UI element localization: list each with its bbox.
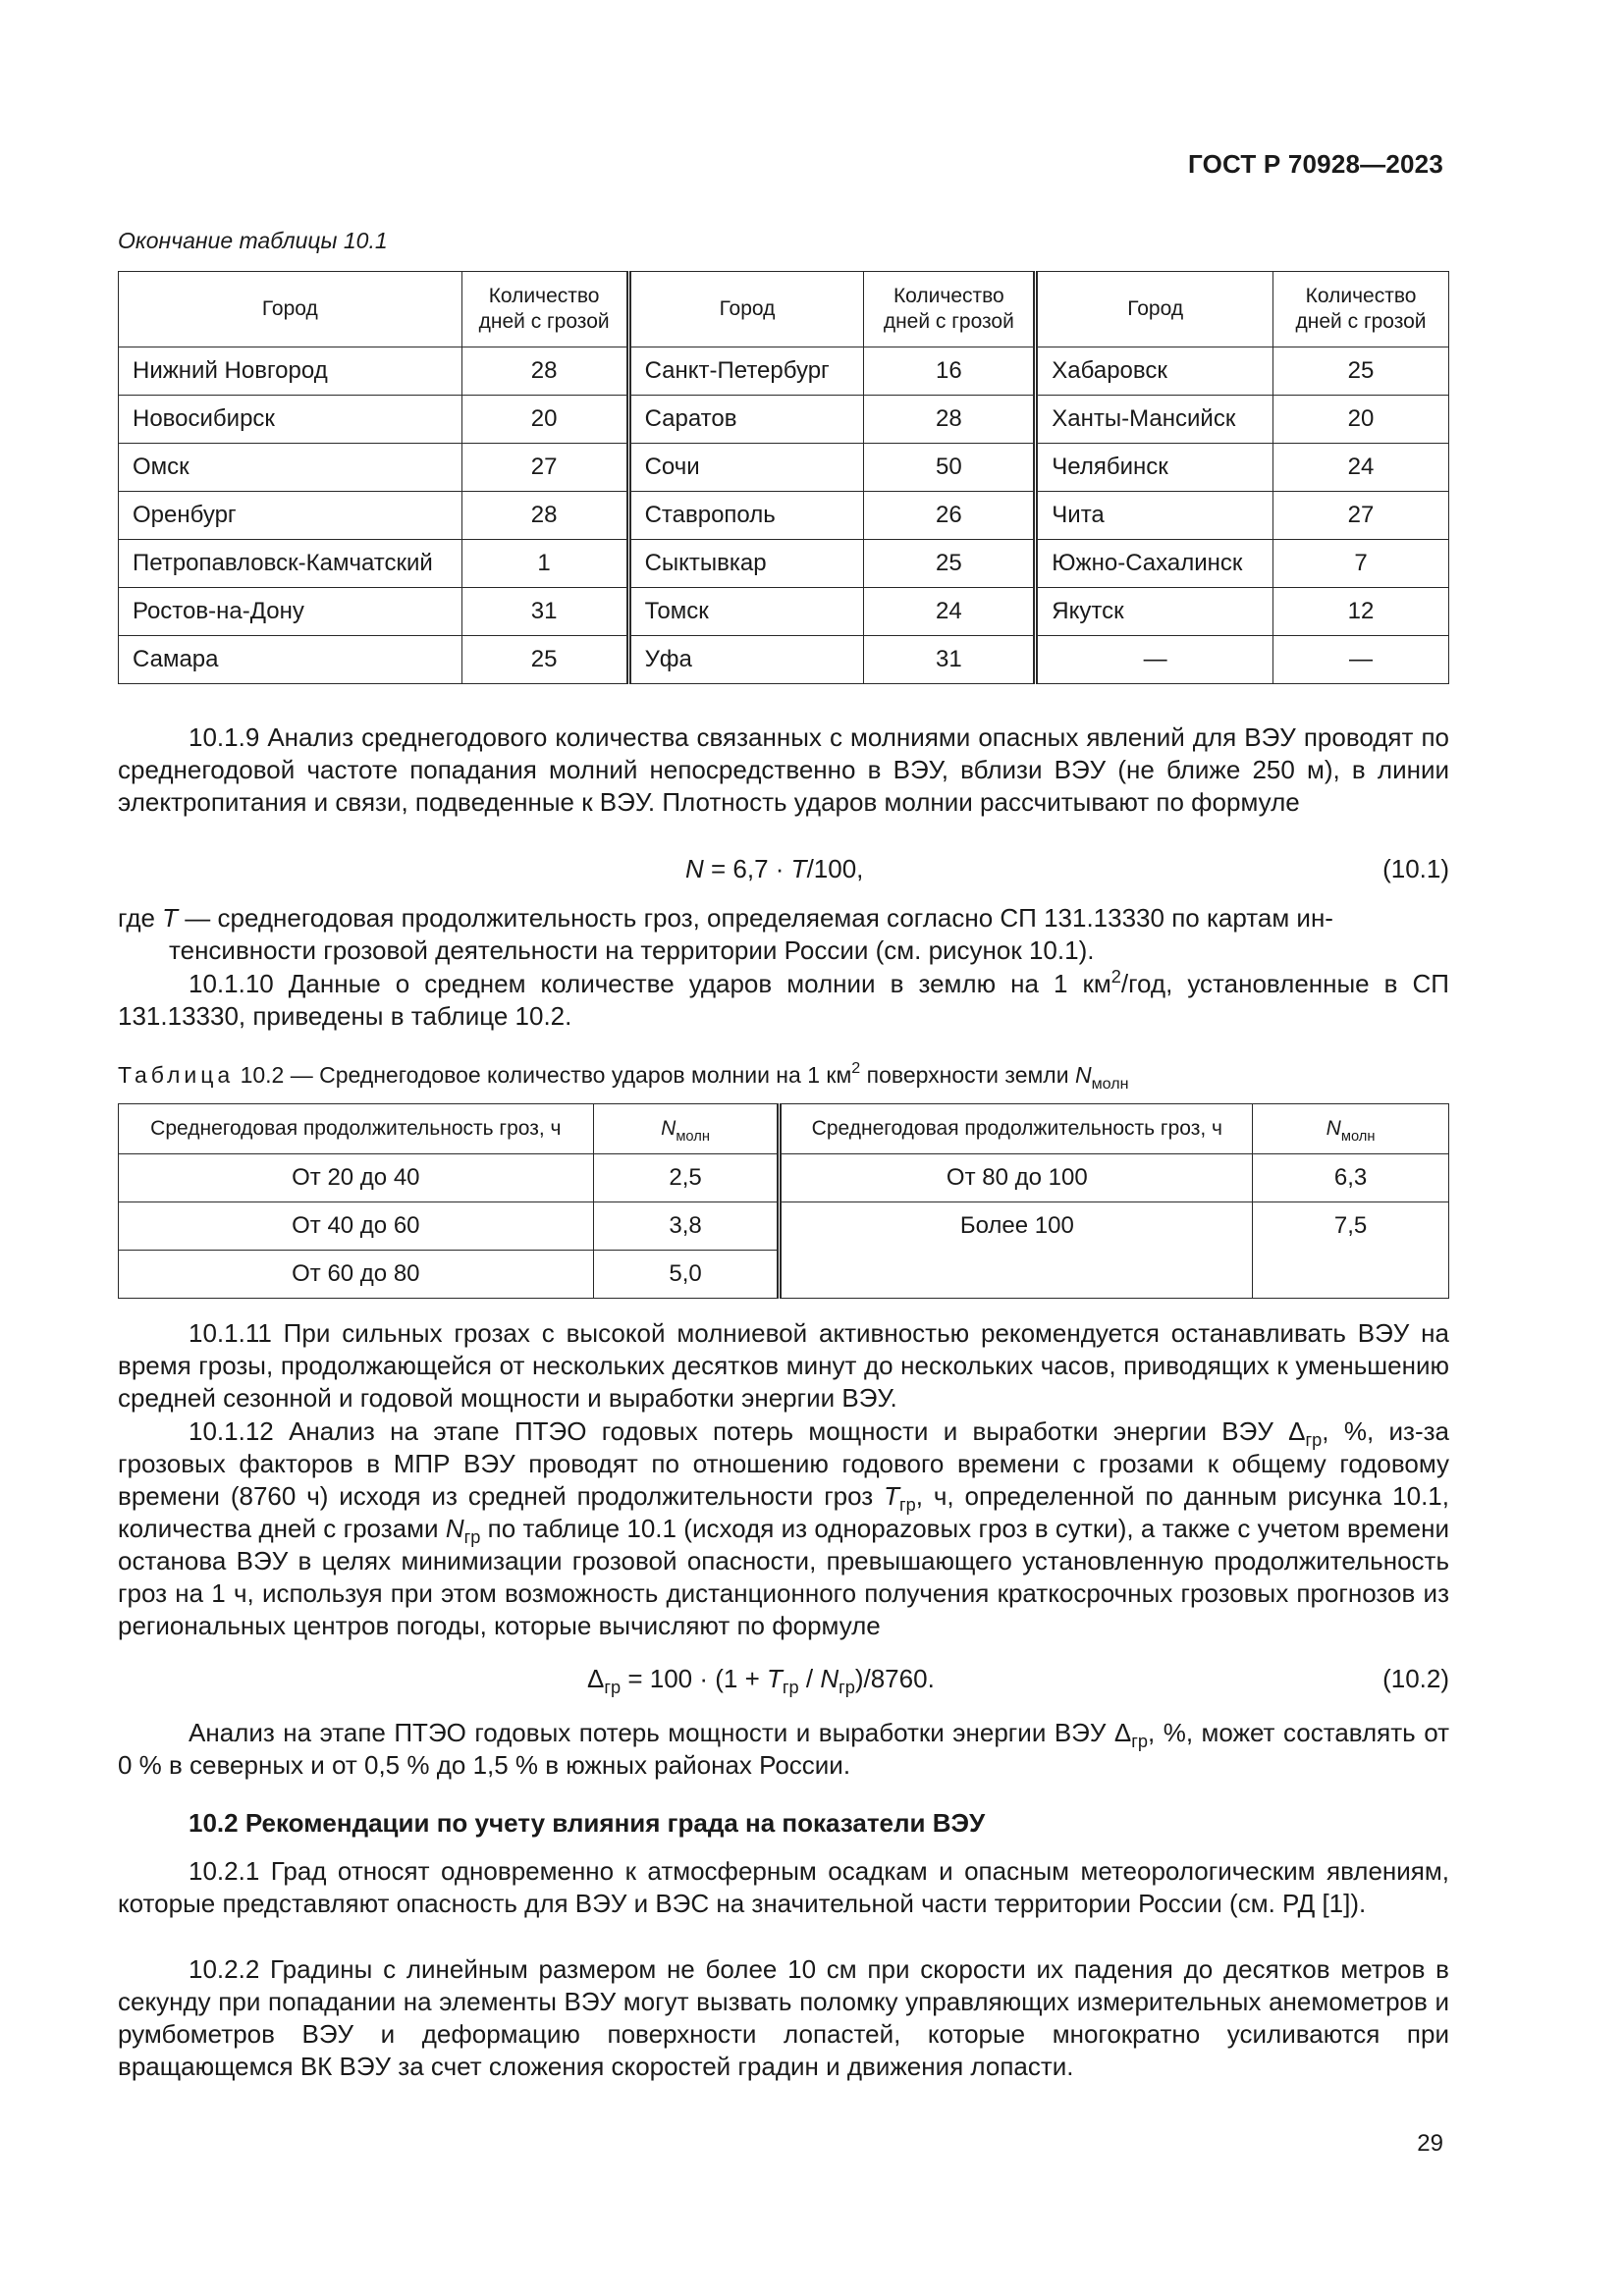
table-row — [119, 1154, 1449, 1202]
formula-sub: гр — [839, 1678, 855, 1697]
duration-cell: От 60 до 80 — [119, 1251, 594, 1299]
paragraph-10-1-11: 10.1.11 При сильных грозах с высокой молниевой активностью рекомендуется останавливать ВЭУ на время грозы, продолжающейся от нескольких десятков минут до нескольких часов, приводящих к уменьшению средней сезонной и годовой мощности и выработки энергии ВЭУ. — [118, 1318, 1449, 1413]
formula-var: N — [820, 1664, 839, 1693]
city-cell: — — [1036, 636, 1273, 684]
paragraph-10-1-12 — [118, 1415, 1449, 1642]
city-cell: Сыктывкар — [628, 540, 864, 588]
city-cell: Уфа — [628, 636, 864, 684]
column-header: Город — [119, 272, 462, 347]
text-run: по таблице 10.1 (исходя из однорazовых гроз в сутки), а также с учетом времени останова ВЭУ в целях минимизации грозовой опасности, превышающего установленную продолжительность гроз на 1 ч, используя при этом возможность дистанционного получения краткосрочных грозовых прогнозов из региональных центров погоды, которые вычисляют по формуле — [118, 1514, 1449, 1640]
header-sub: молн — [676, 1129, 710, 1145]
city-cell: Ростов-на-Дону — [119, 588, 462, 636]
text-run: Анализ на этапе ПТЭО годовых потерь мощности и выработки энергии ВЭУ Δ — [189, 1718, 1132, 1747]
text-run: , %, может составлять от 0 % в северных и от 0,5 % до 1,5 % в южных районах России. — [118, 1718, 1449, 1780]
text-run: 10.1.12 Анализ на этапе ПТЭО годовых потерь мощности и выработки энергии ВЭУ Δ — [189, 1416, 1306, 1446]
document-id: ГОСТ Р 70928—2023 — [1188, 149, 1443, 179]
formula-part: Δ — [587, 1664, 605, 1693]
days-cell: 7 — [1273, 540, 1449, 588]
table-row — [119, 540, 1449, 588]
city-cell: Саратов — [628, 396, 864, 444]
column-header: Количество дней с грозой — [1273, 272, 1449, 347]
days-cell: 31 — [461, 588, 628, 636]
city-cell: Петропавловск-Камчатский — [119, 540, 462, 588]
table-header-row — [119, 1104, 1449, 1154]
city-cell: Ханты-Мансийск — [1036, 396, 1273, 444]
caption-tail: поверхности земли — [860, 1062, 1075, 1088]
formula-part: = 6,7 · — [703, 854, 791, 883]
where-lead: где — [118, 903, 163, 933]
superscript: 2 — [1110, 967, 1121, 987]
value-cell: 3,8 — [593, 1202, 780, 1251]
duration-cell: Более 100 — [780, 1202, 1253, 1299]
city-cell: Якутск — [1036, 588, 1273, 636]
table-row — [119, 588, 1449, 636]
where-clause-10-1 — [118, 902, 1449, 967]
city-cell: Хабаровск — [1036, 347, 1273, 396]
days-cell: 16 — [864, 347, 1036, 396]
column-header: Среднегодовая продолжительность гроз, ч — [780, 1104, 1253, 1154]
where-var: T — [162, 903, 179, 933]
paragraph-10-2-2: 10.2.2 Градины с линейным размером не более 10 см при скорости их падения до десятков метров в секунду при попадании на элементы ВЭУ могут вызвать поломку управляющих измерительных анемометров и румбометров ВЭУ и деформацию поверхности лопастей, которые многократно усиливаются при вращающемся ВК ВЭУ за счет сложения скоростей градин и движения лопасти. — [118, 1954, 1449, 2081]
column-header — [593, 1104, 780, 1154]
column-header: Среднегодовая продолжительность гроз, ч — [119, 1104, 594, 1154]
city-cell: Санкт-Петербург — [628, 347, 864, 396]
city-cell: Чита — [1036, 492, 1273, 540]
days-cell: 20 — [1273, 396, 1449, 444]
days-cell: 20 — [461, 396, 628, 444]
table-continuation-caption: Окончание таблицы 10.1 — [118, 228, 388, 253]
text-var: T — [884, 1481, 899, 1511]
subscript: гр — [463, 1527, 481, 1547]
city-cell: Нижний Новгород — [119, 347, 462, 396]
header-var: N — [1326, 1117, 1341, 1140]
section-heading-10-2: 10.2 Рекомендации по учету влияния града на показатели ВЭУ — [189, 1808, 986, 1838]
days-cell: 27 — [461, 444, 628, 492]
caption-label: Таблица — [118, 1062, 235, 1088]
paragraph-10-2-1: 10.2.1 Град относят одновременно к атмосферным осадкам и опасным метеорологическим явлениям, которые представляют опасность для ВЭУ и ВЭС на значительной части территории России (см. РД [1]). — [118, 1856, 1449, 1918]
duration-cell: От 80 до 100 — [780, 1154, 1253, 1202]
days-cell: 28 — [864, 396, 1036, 444]
city-cell: Сочи — [628, 444, 864, 492]
header-var: N — [661, 1117, 677, 1140]
city-cell: Оренбург — [119, 492, 462, 540]
column-header: Город — [1036, 272, 1273, 347]
subscript: гр — [1131, 1732, 1148, 1751]
table-10-2-caption — [118, 1059, 1129, 1093]
caption-var: N — [1074, 1062, 1092, 1088]
city-cell: Челябинск — [1036, 444, 1273, 492]
where-text: — среднегодовая продолжительность гроз, определяемая согласно СП 131.13330 по картам ин- — [178, 903, 1333, 933]
city-cell: Новосибирск — [119, 396, 462, 444]
column-header: Город — [628, 272, 864, 347]
days-cell: 50 — [864, 444, 1036, 492]
city-cell: Ставрополь — [628, 492, 864, 540]
column-header: Количество дней с грозой — [864, 272, 1036, 347]
column-header — [1253, 1104, 1449, 1154]
days-cell: 28 — [461, 492, 628, 540]
table-10-1 — [118, 271, 1449, 684]
duration-cell: От 40 до 60 — [119, 1202, 594, 1251]
text-run: 10.1.10 Данные о среднем количестве ударов молнии в землю на 1 км — [189, 969, 1111, 998]
formula-10-2 — [587, 1663, 935, 1695]
table-row — [119, 396, 1449, 444]
value-cell: 5,0 — [593, 1251, 780, 1299]
subscript: гр — [1305, 1430, 1323, 1450]
formula-10-1 — [685, 853, 863, 885]
header-sub: молн — [1340, 1129, 1376, 1145]
days-cell: 25 — [461, 636, 628, 684]
paragraph-analysis — [118, 1717, 1449, 1782]
equation-number: (10.1) — [1382, 854, 1449, 883]
value-cell: 2,5 — [593, 1154, 780, 1202]
days-cell: 25 — [864, 540, 1036, 588]
value-cell: 6,3 — [1253, 1154, 1449, 1202]
caption-sub: молн — [1091, 1075, 1129, 1093]
days-cell: 27 — [1273, 492, 1449, 540]
formula-var: T — [790, 854, 807, 883]
where-text-cont: тенсивности грозовой деятельности на территории России (см. рисунок 10.1). — [169, 935, 1095, 965]
city-cell: Омск — [119, 444, 462, 492]
city-cell: Южно-Сахалинск — [1036, 540, 1273, 588]
page-number: 29 — [1417, 2130, 1443, 2157]
table-row — [119, 347, 1449, 396]
table-row — [119, 636, 1449, 684]
formula-var: T — [767, 1664, 783, 1693]
days-cell: 26 — [864, 492, 1036, 540]
days-cell: 12 — [1273, 588, 1449, 636]
column-header: Количество дней с грозой — [461, 272, 628, 347]
city-cell: Томск — [628, 588, 864, 636]
formula-var: N — [685, 854, 704, 883]
formula-part: /100, — [806, 854, 864, 883]
value-cell: 7,5 — [1253, 1202, 1449, 1299]
days-cell: 25 — [1273, 347, 1449, 396]
formula-sub: гр — [604, 1678, 622, 1697]
days-cell: 28 — [461, 347, 628, 396]
city-cell: Самара — [119, 636, 462, 684]
table-row — [119, 492, 1449, 540]
caption-text: 10.2 — Среднегодовое количество ударов молнии на 1 км — [234, 1062, 852, 1088]
paragraph-10-1-10 — [118, 968, 1449, 1033]
table-row — [119, 1202, 1449, 1251]
days-cell: 31 — [864, 636, 1036, 684]
table-row — [119, 444, 1449, 492]
equation-number: (10.2) — [1382, 1664, 1449, 1693]
table-10-2 — [118, 1103, 1449, 1299]
days-cell: 1 — [461, 540, 628, 588]
days-cell: 24 — [864, 588, 1036, 636]
text-var: N — [445, 1514, 464, 1543]
formula-part: = 100 · (1 + — [621, 1664, 767, 1693]
formula-part: / — [798, 1664, 821, 1693]
subscript: гр — [899, 1495, 916, 1515]
days-cell: — — [1273, 636, 1449, 684]
formula-sub: гр — [782, 1678, 799, 1697]
text-run: , ч, определенной по данным рисунка 10.1, количества дней с грозами — [118, 1481, 1449, 1543]
text-run: /год, установленные в СП 131.13330, приведены в таблице 10.2. — [118, 969, 1449, 1031]
duration-cell: От 20 до 40 — [119, 1154, 594, 1202]
days-cell: 24 — [1273, 444, 1449, 492]
formula-part: )/8760. — [854, 1664, 935, 1693]
paragraph-10-1-9: 10.1.9 Анализ среднегодового количества связанных с молниями опасных явлений для ВЭУ проводят по среднегодовой частоте попадания молний непосредственно в ВЭУ, вблизи ВЭУ (не ближе 250 м), в линии электропитания и связи, подведенные к ВЭУ. Плотность ударов молнии рассчитывают по формуле — [118, 722, 1449, 817]
text-run: , %, из-за грозовых факторов в МПР ВЭУ проводят по отношению годового времени с грозами к общему годовому времени (8760 ч) исходя из средней продолжительности гроз — [118, 1416, 1450, 1511]
caption-sup: 2 — [851, 1059, 861, 1077]
table-header-row — [119, 272, 1449, 347]
